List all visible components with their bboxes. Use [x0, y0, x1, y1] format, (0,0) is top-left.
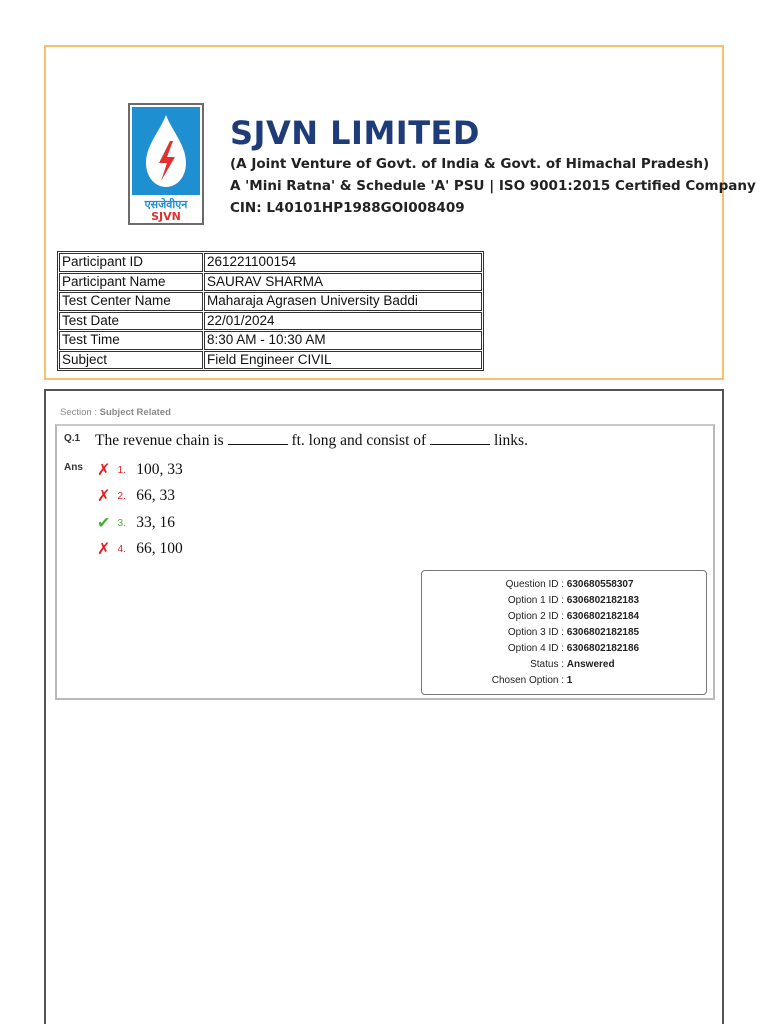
cross-icon: ✗: [97, 462, 111, 479]
cross-icon: ✗: [97, 488, 111, 505]
table-row: [59, 253, 482, 272]
meta-value: 6306802182185: [566, 627, 640, 638]
option-2: [97, 486, 175, 506]
question-number: Q.1: [64, 433, 81, 444]
table-row: [59, 273, 482, 292]
company-info: [230, 113, 756, 219]
question-text-part2: ft. long and consist of: [291, 432, 427, 449]
question-panel: [44, 389, 724, 1024]
info-key: Test Date: [59, 312, 203, 331]
info-value: Maharaja Agrasen University Baddi: [204, 292, 482, 311]
meta-value: 6306802182183: [566, 595, 640, 606]
meta-value: 6306802182184: [566, 611, 640, 622]
meta-row: [422, 577, 706, 593]
answer-label: Ans: [64, 462, 83, 473]
table-row: [59, 312, 482, 331]
cross-icon: ✗: [97, 541, 111, 558]
info-value: 261221100154: [204, 253, 482, 272]
question-card: [55, 424, 715, 700]
info-value: 8:30 AM - 10:30 AM: [204, 331, 482, 350]
info-key: Subject: [59, 351, 203, 370]
participant-info-table: [57, 251, 484, 371]
question-text: [95, 432, 528, 450]
info-key: Participant ID: [59, 253, 203, 272]
meta-key: Option 1 ID :: [507, 595, 564, 606]
info-value: SAURAV SHARMA: [204, 273, 482, 292]
company-name: SJVN LIMITED: [230, 114, 480, 152]
meta-value: Answered: [566, 659, 615, 670]
info-value: 22/01/2024: [204, 312, 482, 331]
section-name: Subject Related: [99, 407, 171, 418]
option-text: 66, 100: [136, 540, 183, 557]
table-row: [59, 351, 482, 370]
meta-row: [422, 609, 706, 625]
meta-key: Question ID :: [505, 579, 564, 590]
meta-row: [422, 641, 706, 657]
header-card: [44, 45, 756, 380]
option-text: 66, 33: [136, 487, 175, 504]
info-key: Participant Name: [59, 273, 203, 292]
option-number: 4.: [117, 543, 126, 555]
option-number: 2.: [117, 490, 126, 502]
section-label: [60, 407, 171, 418]
company-cin-line: CIN: L40101HP1988GOI008409: [230, 200, 465, 216]
logo-sjvn-text: SJVN: [151, 210, 181, 223]
meta-value: 630680558307: [566, 579, 634, 590]
logo-hindi-text: एसजेवीएन: [144, 198, 188, 211]
question-meta-box: [421, 570, 707, 695]
tick-icon: ✔: [97, 515, 111, 532]
meta-row: [422, 657, 706, 673]
option-number: 1.: [117, 464, 126, 476]
option-number: 3.: [117, 517, 126, 529]
meta-row: [422, 593, 706, 609]
blank-line: [228, 433, 288, 445]
meta-value: 1: [566, 675, 573, 686]
section-prefix: Section :: [60, 407, 97, 418]
info-key: Test Center Name: [59, 292, 203, 311]
question-text-part1: The revenue chain is: [95, 432, 224, 449]
meta-row: [422, 625, 706, 641]
sjvn-logo: [128, 103, 204, 225]
meta-key: Option 4 ID :: [507, 643, 564, 654]
option-1: [97, 460, 183, 480]
info-value: Field Engineer CIVIL: [204, 351, 482, 370]
table-row: [59, 331, 482, 350]
info-key: Test Time: [59, 331, 203, 350]
option-text: 33, 16: [136, 514, 175, 531]
meta-row: [422, 673, 706, 689]
meta-key: Option 2 ID :: [507, 611, 564, 622]
table-row: [59, 292, 482, 311]
meta-key: Option 3 ID :: [507, 627, 564, 638]
option-4: [97, 539, 183, 559]
blank-line: [430, 433, 490, 445]
meta-key: Chosen Option :: [491, 675, 564, 686]
logo-drop-icon: [130, 105, 202, 223]
question-text-part3: links.: [493, 432, 528, 449]
meta-key: Status :: [530, 659, 564, 670]
option-3: [97, 513, 175, 533]
option-text: 100, 33: [136, 461, 183, 478]
company-jv-line: (A Joint Venture of Govt. of India & Govt. of Himachal Pradesh): [230, 156, 710, 172]
meta-value: 6306802182186: [566, 643, 640, 654]
company-psu-line: A 'Mini Ratna' & Schedule 'A' PSU | ISO 9001:2015 Certified Company: [230, 178, 756, 194]
